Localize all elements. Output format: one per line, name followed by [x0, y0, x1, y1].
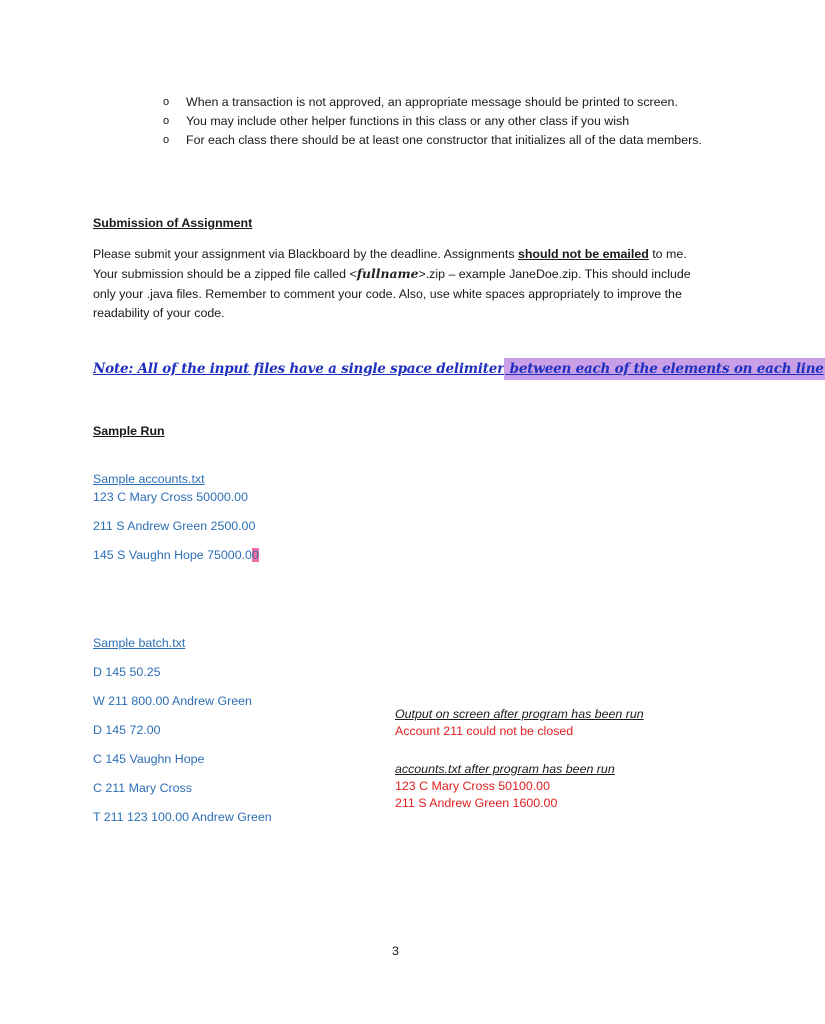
output-line: Account 211 could not be closed	[395, 724, 574, 738]
submission-text-1: Please submit your assignment via Blackboard by the deadline. Assignments	[93, 247, 518, 261]
submission-paragraph	[93, 245, 703, 324]
bullet-item	[163, 131, 703, 150]
bullet-marker: o	[163, 134, 170, 146]
sample-accounts-title: Sample accounts.txt	[93, 472, 205, 486]
batch-line: D 145 72.00	[93, 723, 161, 737]
note-highlighted-text: between each of the elements on each line	[504, 358, 825, 380]
output-title: Output on screen after program has been run	[395, 707, 644, 721]
submission-heading: Submission of Assignment	[93, 216, 253, 230]
batch-line: C 211 Mary Cross	[93, 781, 192, 795]
submission-text-3: >.zip – example JaneDoe.zip. This should include only your .java files. Remember to comment your code. Also, use white spaces appropriately to improve the readability of your code.	[93, 267, 691, 321]
batch-line: D 145 50.25	[93, 665, 161, 679]
after-line: 123 C Mary Cross 50100.00	[395, 779, 550, 793]
input-files-note	[93, 361, 825, 377]
bullet-marker: o	[163, 96, 170, 108]
batch-line: C 145 Vaughn Hope	[93, 752, 205, 766]
after-line: 211 S Andrew Green 1600.00	[395, 796, 558, 810]
bullet-item	[163, 93, 703, 112]
pink-highlight-char: 0	[251, 548, 259, 562]
submission-text-2: to me. Your submission should be a zipped file called <	[93, 247, 687, 282]
bullet-item	[163, 112, 703, 131]
bullet-marker: o	[163, 115, 170, 127]
fullname-placeholder: fullname	[356, 266, 419, 282]
batch-line: W 211 800.00 Andrew Green	[93, 694, 252, 708]
note-text: Note: All of the input files have a single space delimiter	[93, 361, 505, 377]
sample-batch-title: Sample batch.txt	[93, 636, 186, 650]
page-number: 3	[392, 944, 399, 958]
bullet-text: You may include other helper functions in this class or any other class if you wish	[186, 114, 630, 128]
not-emailed-emphasis: should not be emailed	[517, 247, 649, 261]
after-title: accounts.txt after program has been run	[395, 762, 615, 776]
account-line: 211 S Andrew Green 2500.00	[93, 519, 256, 533]
bullet-text: For each class there should be at least one constructor that initializes all of the data members.	[186, 133, 702, 147]
batch-line: T 211 123 100.00 Andrew Green	[93, 810, 272, 824]
account-line: 145 S Vaughn Hope 75000.00	[93, 548, 259, 562]
bullet-text: When a transaction is not approved, an appropriate message should be printed to screen.	[186, 95, 678, 109]
requirements-bullet-list	[163, 93, 703, 150]
sample-run-heading: Sample Run	[93, 424, 165, 438]
account-line: 123 C Mary Cross 50000.00	[93, 490, 248, 504]
